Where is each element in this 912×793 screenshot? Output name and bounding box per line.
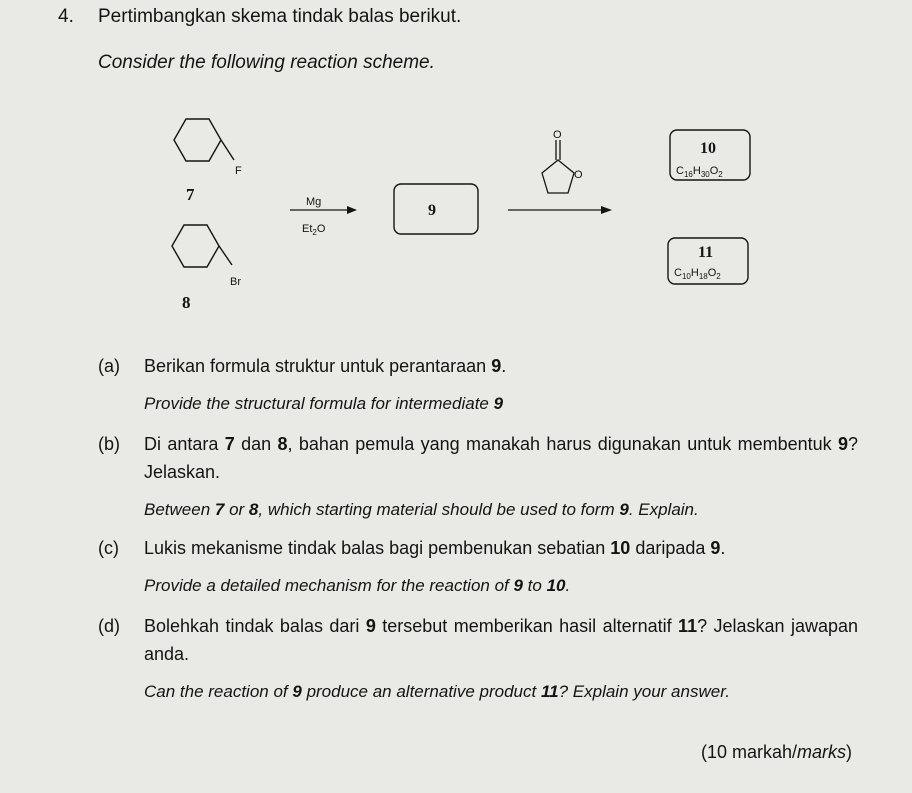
part-c-label: (c) <box>98 538 119 558</box>
product-11-label: 11 <box>698 244 714 261</box>
lactone-structure <box>542 140 574 193</box>
reagent-ether: $Et_2O$ <box>302 223 326 237</box>
compound-7-label: 7 <box>186 185 195 204</box>
reagent-arrow <box>290 206 357 214</box>
compound-8-label: 8 <box>182 293 191 312</box>
part-d-malay: Bolehkah tindak balas dari 9 tersebut memberikan hasil alternatif 11? Jelaskan jawapan anda. <box>144 616 859 664</box>
product-10-label: 10 <box>700 140 716 157</box>
product-10-formula: $C_{16}H_{30}O_2$ <box>676 165 723 179</box>
lactone-ring-oxygen: O <box>574 169 583 181</box>
part-d <box>98 612 858 704</box>
compound-8-substituent: Br <box>230 276 241 288</box>
part-b-english: Between 7 or 8, which starting material should be used to form 9. Explain. <box>144 500 699 519</box>
reaction-scheme <box>0 0 912 340</box>
reagent-mg: Mg <box>306 196 322 208</box>
intermediate-9-label: 9 <box>428 202 436 219</box>
question-number: 4. <box>58 6 74 27</box>
compound-7-substituent: F <box>235 165 242 177</box>
part-d-label: (d) <box>98 616 120 636</box>
part-a-english: Provide the structural formula for intermediate 9 <box>144 394 504 413</box>
part-b-malay: Di antara 7 dan 8, bahan pemula yang manakah harus digunakan untuk membentuk 9? Jelaskan. <box>144 434 858 482</box>
part-a-malay: Berikan formula struktur untuk perantaraan 9. <box>144 356 507 376</box>
part-c <box>98 534 858 598</box>
lactone-carbonyl-oxygen: O <box>553 129 562 141</box>
part-b <box>98 430 858 522</box>
marks-allocation: (10 markah/marks) <box>700 742 852 762</box>
question-intro-english: Consider the following reaction scheme. <box>98 52 435 73</box>
part-a-label: (a) <box>98 356 120 376</box>
compound-7-structure <box>174 119 234 161</box>
part-d-english: Can the reaction of 9 produce an alternative product 11? Explain your answer. <box>144 682 730 701</box>
reaction-arrow <box>508 206 612 214</box>
product-11-formula: $C_{10}H_{18}O_2$ <box>674 267 721 281</box>
part-a <box>98 352 858 416</box>
question-intro-malay: Pertimbangkan skema tindak balas berikut. <box>98 6 462 27</box>
part-b-label: (b) <box>98 434 120 454</box>
compound-8-structure <box>172 225 232 267</box>
intermediate-9-box <box>394 184 478 234</box>
part-c-english: Provide a detailed mechanism for the reaction of 9 to 10. <box>144 576 571 595</box>
part-c-malay: Lukis mekanisme tindak balas bagi pembenukan sebatian 10 daripada 9. <box>144 538 726 558</box>
